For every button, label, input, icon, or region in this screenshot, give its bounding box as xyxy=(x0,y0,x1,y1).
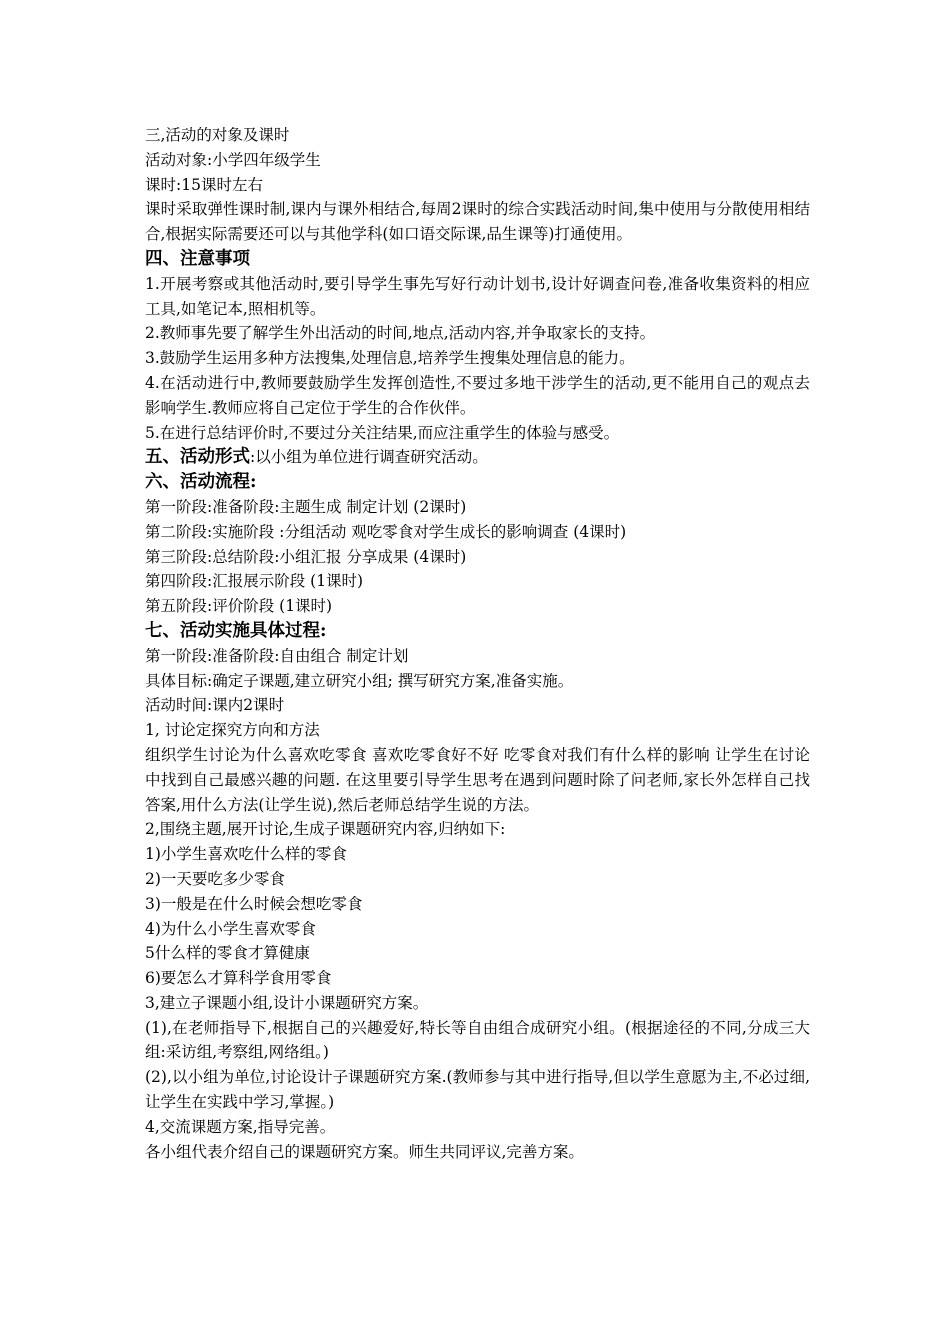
stage-3: 第三阶段:总结阶段:小组汇报 分享成果 (4课时) xyxy=(145,547,467,566)
notice-item-1: 1.开展考察或其他活动时,要引导学生事先写好行动计划书,设计好调查问卷,准备收集资料的相应工具,如笔记本,照相机等。 xyxy=(145,274,810,318)
section-7-title: 七、活动实施具体过程: xyxy=(145,620,327,641)
step-4-text: 各小组代表介绍自己的课题研究方案。师生共同评议,完善方案。 xyxy=(145,1142,584,1161)
section-5-text: :以小组为单位进行调查研究活动。 xyxy=(250,448,488,467)
subtopic-4: 4)为什么小学生喜欢零食 xyxy=(145,919,316,938)
section-3-title: 三,活动的对象及课时 xyxy=(145,126,290,144)
activity-target: 活动对象:小学四年级学生 xyxy=(145,150,321,169)
step-1-text: 组织学生讨论为什么喜欢吃零食 喜欢吃零食好不好 吃零食对我们有什么样的影响 让学生在讨论中找到自己最感兴趣的问题. 在这里要引导学生思考在遇到问题时除了问老师,家长外怎样自己找答案,用什么方法(让学生说),然后老师总结学生说的方法。 xyxy=(145,745,810,814)
step-3-item-2: (2),以小组为单位,讨论设计子课题研究方案.(教师参与其中进行指导,但以学生意愿为主,不必过细,让学生在实践中学习,掌握。) xyxy=(145,1068,810,1112)
hours-description: 课时采取弹性课时制,课内与课外相结合,每周2课时的综合实践活动时间,集中使用与分散使用相结合,根据实际需要还可以与其他学科(如口语交际课,品生课等)打通使用。 xyxy=(145,200,810,244)
step-3-title: 3,建立子课题小组,设计小课题研究方案。 xyxy=(145,993,429,1012)
step-2-title: 2,围绕主题,展开讨论,生成子课题研究内容,归纳如下: xyxy=(145,820,506,839)
step-3-item-1: (1),在老师指导下,根据自己的兴趣爱好,特长等自由组合成研究小组。(根据途径的不同,分成三大组:采访组,考察组,网络组。) xyxy=(145,1018,810,1062)
step-1-title: 1, 讨论定探究方向和方法 xyxy=(145,721,320,740)
notice-item-4: 4.在活动进行中,教师要鼓励学生发挥创造性,不要过多地干涉学生的活动,更不能用自己的观点去影响学生.教师应将自己定位于学生的合作伙伴。 xyxy=(145,373,810,417)
section-4-title: 四、注意事项 xyxy=(145,248,250,269)
section-7-stage: 第一阶段:准备阶段:自由组合 制定计划 xyxy=(145,646,409,665)
stage-5: 第五阶段:评价阶段 (1课时) xyxy=(145,597,333,616)
section-7-goal: 具体目标:确定子课题,建立研究小组; 撰写研究方案,准备实施。 xyxy=(145,671,574,690)
section-5 xyxy=(145,445,810,470)
stage-1: 第一阶段:准备阶段:主题生成 制定计划 (2课时) xyxy=(145,497,467,516)
stage-4: 第四阶段:汇报展示阶段 (1课时) xyxy=(145,572,364,591)
subtopic-6: 6)要怎么才算科学食用零食 xyxy=(145,969,332,988)
notice-item-2: 2.教师事先要了解学生外出活动的时间,地点,活动内容,并争取家长的支持。 xyxy=(145,324,656,343)
step-4-title: 4,交流课题方案,指导完善。 xyxy=(145,1117,336,1136)
notice-item-5: 5.在进行总结评价时,不要过分关注结果,而应注重学生的体验与感受。 xyxy=(145,423,620,442)
subtopic-2: 2)一天要吃多少零食 xyxy=(145,869,285,888)
notice-item-3: 3.鼓励学生运用多种方法搜集,处理信息,培养学生搜集处理信息的能力。 xyxy=(145,349,635,368)
stage-2: 第二阶段:实施阶段 :分组活动 观吃零食对学生成长的影响调查 (4课时) xyxy=(145,522,627,541)
subtopic-3: 3)一般是在什么时候会想吃零食 xyxy=(145,894,363,913)
subtopic-1: 1)小学生喜欢吃什么样的零食 xyxy=(145,845,347,864)
section-5-title: 五、活动形式 xyxy=(145,447,250,468)
document-page xyxy=(145,123,810,1164)
section-7-time: 活动时间:课内2课时 xyxy=(145,696,285,715)
class-hours: 课时:15课时左右 xyxy=(145,175,263,194)
section-6-title: 六、活动流程: xyxy=(145,472,257,493)
subtopic-5: 5什么样的零食才算健康 xyxy=(145,944,310,963)
